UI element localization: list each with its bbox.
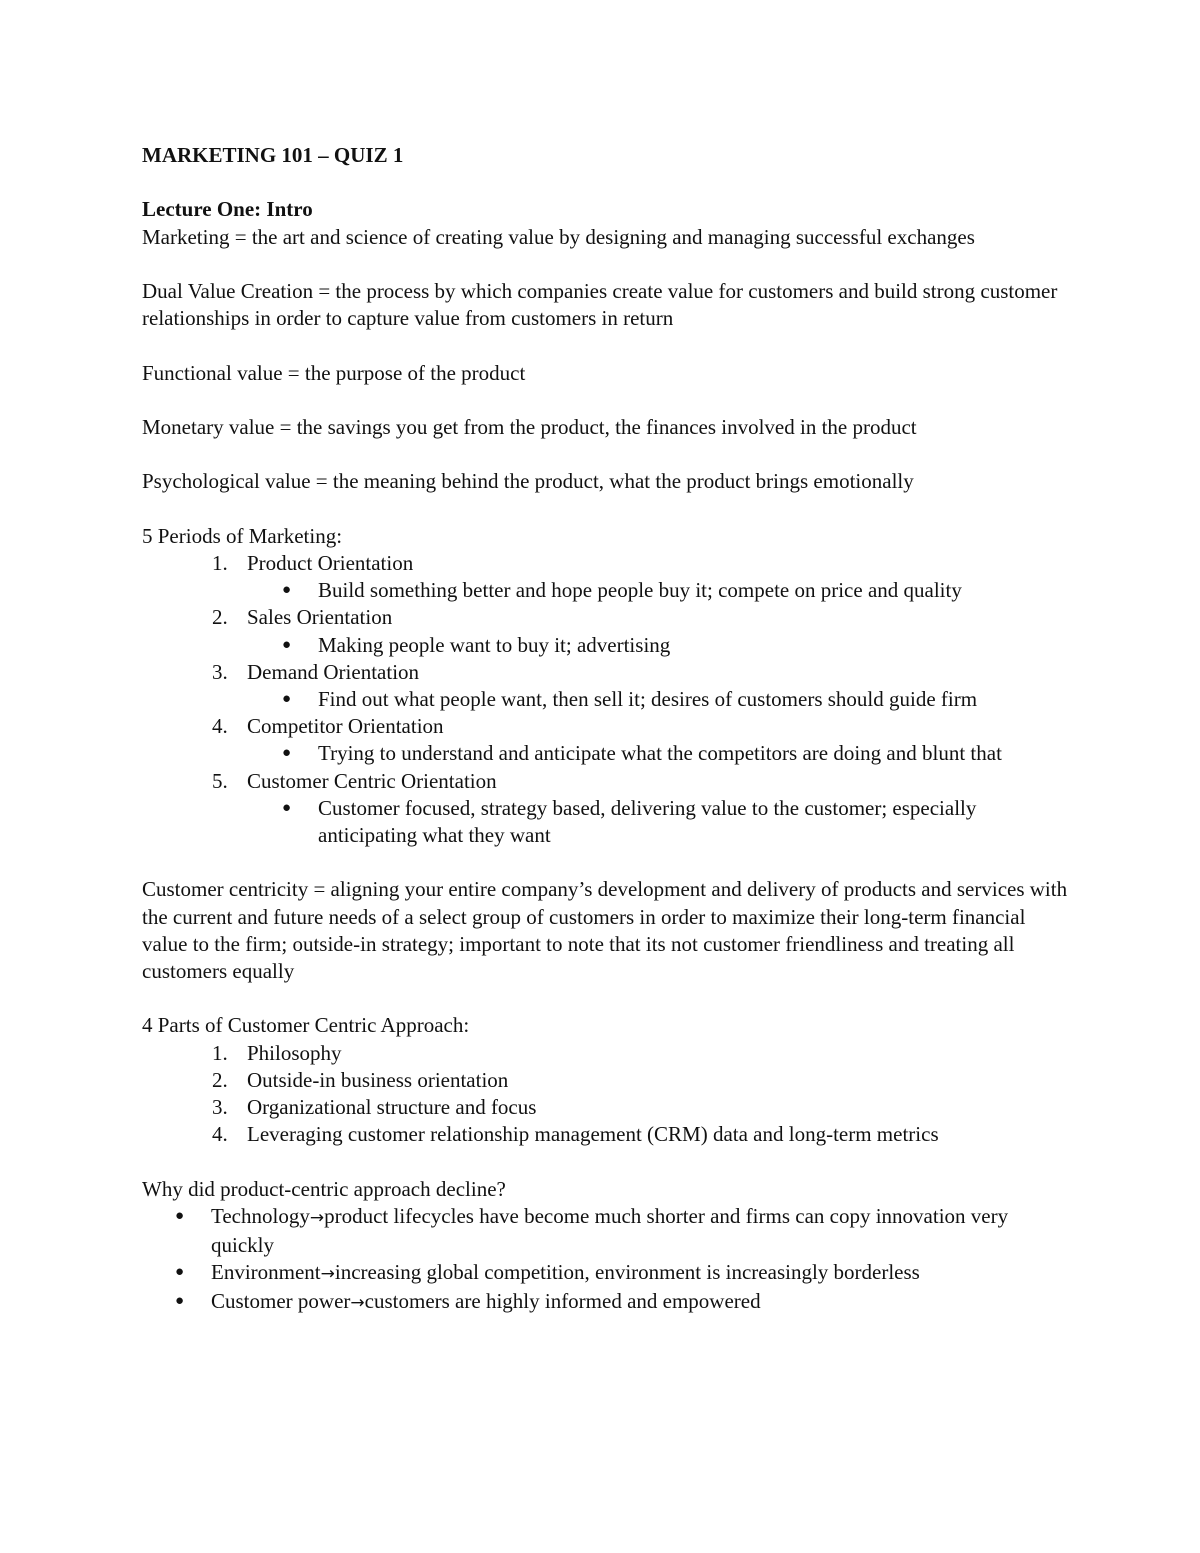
arrow-right-icon: → (309, 1207, 325, 1228)
document-page (142, 142, 1072, 1318)
definition-marketing: Marketing = the art and science of creating value by designing and managing successful exchanges (142, 224, 975, 249)
list-item (142, 740, 1072, 767)
parts-section (142, 1012, 1072, 1148)
list-number: 2. (212, 605, 228, 630)
document-title: MARKETING 101 – QUIZ 1 (142, 143, 404, 167)
part-label: Outside-in business orientation (247, 1067, 509, 1092)
bullet-icon: ● (175, 1207, 185, 1224)
definition-functional-value: Functional value = the purpose of the product (142, 360, 526, 385)
list-number: 5. (212, 768, 228, 793)
period-label: Customer Centric Orientation (247, 768, 497, 793)
definition-psychological-value: Psychological value = the meaning behind the product, what the product brings emotionally (142, 469, 914, 494)
list-item (142, 686, 1072, 713)
list-item (142, 659, 1072, 713)
period-label: Sales Orientation (247, 605, 393, 630)
part-label: Leveraging customer relationship management (CRM) data and long-term metrics (247, 1122, 939, 1147)
list-item (142, 1203, 1072, 1259)
periods-section (142, 523, 1072, 849)
lecture-section (142, 196, 1072, 250)
list-item (142, 768, 1072, 850)
decline-term: Technology (211, 1203, 310, 1228)
list-item (142, 1288, 1072, 1317)
bullet-icon: ● (175, 1264, 185, 1281)
periods-heading: 5 Periods of Marketing: (142, 523, 343, 548)
bullet-icon: ● (282, 799, 292, 816)
bullet-icon: ● (282, 582, 292, 599)
arrow-right-icon: → (350, 1293, 365, 1314)
period-detail-list (142, 577, 1072, 604)
decline-text: increasing global competition, environment is increasingly borderless (334, 1260, 920, 1285)
list-item (142, 1040, 1072, 1067)
period-detail-list (142, 632, 1072, 659)
period-detail: Trying to understand and anticipate what the competitors are doing and blunt that (318, 741, 1002, 766)
decline-section (142, 1176, 1072, 1318)
period-detail-list (142, 795, 1072, 849)
part-label: Organizational structure and focus (247, 1094, 537, 1119)
parts-heading: 4 Parts of Customer Centric Approach: (142, 1013, 470, 1038)
period-detail-list (142, 686, 1072, 713)
list-item (142, 577, 1072, 604)
list-item (142, 1259, 1072, 1288)
definition-monetary-value: Monetary value = the savings you get from the product, the finances involved in the product (142, 414, 917, 439)
bullet-icon: ● (282, 745, 292, 762)
list-number: 3. (212, 659, 228, 684)
period-detail-list (142, 740, 1072, 767)
periods-list (142, 550, 1072, 849)
bullet-icon: ● (282, 690, 292, 707)
list-item (142, 795, 1072, 849)
list-item (142, 632, 1072, 659)
list-item (142, 550, 1072, 604)
part-label: Philosophy (247, 1040, 342, 1065)
period-label: Demand Orientation (247, 659, 420, 684)
period-detail: Build something better and hope people buy it; compete on price and quality (318, 578, 962, 603)
decline-text: product lifecycles have become much shorter and firms can copy innovation very quickly (211, 1203, 1009, 1257)
list-number: 1. (212, 1040, 228, 1065)
arrow-right-icon: → (320, 1264, 335, 1285)
bullet-icon: ● (175, 1293, 185, 1310)
list-item (142, 1067, 1072, 1094)
period-detail: Customer focused, strategy based, delivering value to the customer; especially anticipating what they want (318, 795, 977, 847)
spacer (142, 849, 1072, 876)
decline-heading: Why did product-centric approach decline? (142, 1176, 506, 1201)
period-label: Competitor Orientation (247, 714, 444, 739)
definition-dual-value-creation: Dual Value Creation = the process by which companies create value for customers and build strong customer relationships in order to capture value from customers in return (142, 278, 1058, 331)
period-detail: Find out what people want, then sell it; desires of customers should guide firm (318, 686, 978, 711)
list-item (142, 713, 1072, 767)
decline-list (142, 1203, 1072, 1318)
list-number: 1. (212, 550, 228, 575)
spacer (142, 251, 1072, 278)
list-number: 4. (212, 714, 228, 739)
period-label: Product Orientation (247, 550, 414, 575)
list-number: 2. (212, 1067, 228, 1092)
lecture-heading: Lecture One: Intro (142, 197, 313, 222)
decline-term: Customer power (211, 1289, 351, 1314)
definition-customer-centricity: Customer centricity = aligning your entire company’s development and delivery of products and services with the current and future needs of a select group of customers in order to maximize their long-term financial value to the firm; outside-in strategy; important to note that its not customer friendliness and treating all customers equally (142, 877, 1068, 983)
parts-list (142, 1040, 1072, 1149)
period-detail: Making people want to buy it; advertising (318, 632, 671, 657)
list-item (142, 1094, 1072, 1121)
list-number: 4. (212, 1122, 228, 1147)
spacer (142, 1148, 1072, 1175)
list-item (142, 1121, 1072, 1148)
list-item (142, 604, 1072, 658)
bullet-icon: ● (282, 636, 292, 653)
decline-term: Environment (211, 1260, 321, 1285)
decline-text: customers are highly informed and empowered (364, 1289, 761, 1314)
list-number: 3. (212, 1094, 228, 1119)
